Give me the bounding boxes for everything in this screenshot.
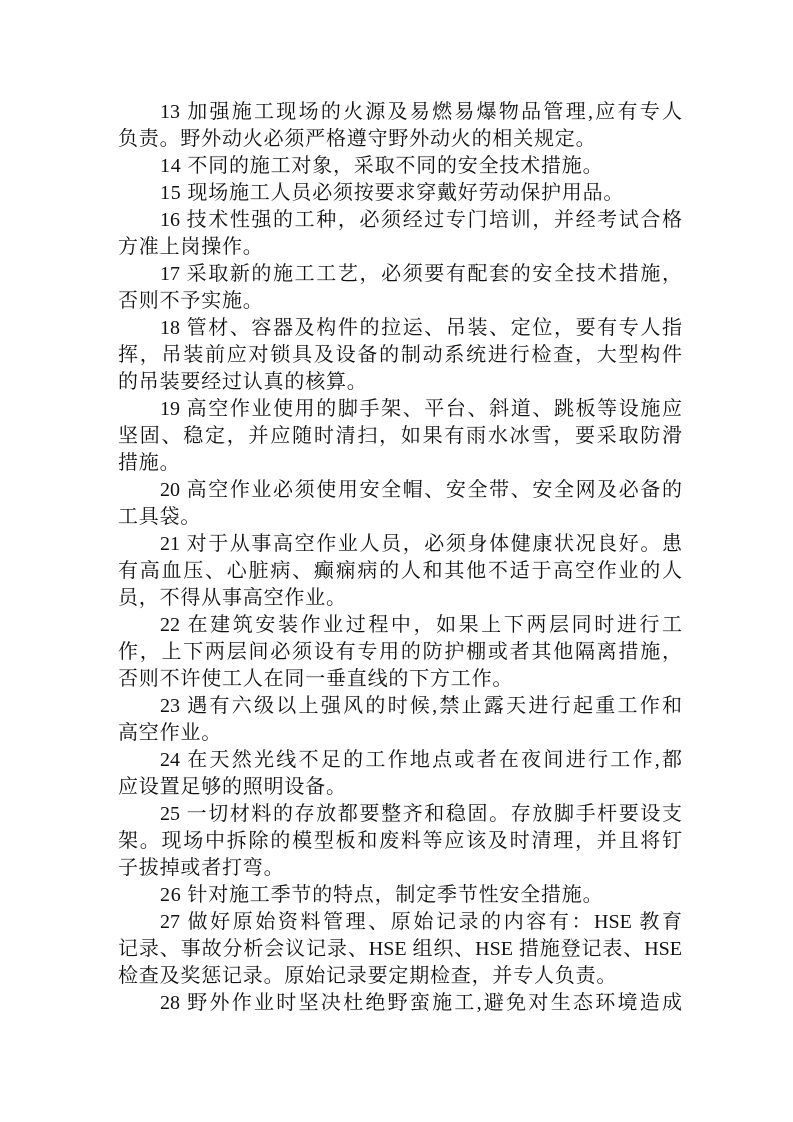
paragraph — [118, 612, 682, 693]
paragraph — [118, 909, 682, 990]
text-line: 26 针对施工季节的特点，制定季节性安全措施。 — [160, 884, 604, 906]
text-line: 否则不予实施。 — [118, 290, 264, 312]
text-line: 应设置足够的照明设备。 — [118, 776, 347, 798]
paragraph — [118, 180, 682, 207]
paragraph — [118, 261, 682, 315]
text-line: 有高血压、心脏病、癫痫病的人和其他不适于高空作业的人 — [118, 560, 682, 582]
text-line: 负责。野外动火必须严格遵守野外动火的相关规定。 — [118, 128, 597, 150]
text-line: 工具袋。 — [118, 506, 202, 528]
text-line: 14 不同的施工对象，采取不同的安全技术措施。 — [160, 155, 604, 177]
paragraph — [118, 747, 682, 801]
text-line: 作，上下两层间必须设有专用的防护棚或者其他隔离措施， — [118, 641, 682, 663]
text-line: 方准上岗操作。 — [118, 236, 264, 258]
paragraph — [118, 693, 682, 747]
paragraph — [118, 882, 682, 909]
paragraph — [118, 153, 682, 180]
text-line: 17 采取新的施工工艺，必须要有配套的安全技术措施， — [160, 263, 682, 285]
text-line: 架。现场中拆除的模型板和废料等应该及时清理，并且将钉 — [118, 830, 682, 852]
text-line: 检查及奖惩记录。原始记录要定期检查，并专人负责。 — [118, 965, 618, 987]
text-line: 18 管材、容器及构件的拉运、吊装、定位，要有专人指 — [160, 317, 682, 339]
text-line: 坚固、稳定，并应随时清扫，如果有雨水冰雪，要采取防滑 — [118, 425, 682, 447]
text-line: 挥，吊装前应对锁具及设备的制动系统进行检查，大型构件 — [118, 344, 682, 366]
text-line: 25 一切材料的存放都要整齐和稳固。存放脚手杆要设支 — [160, 803, 682, 825]
text-line: 23 遇有六级以上强风的时候,禁止露天进行起重工作和 — [160, 695, 682, 717]
text-line: 13 加强施工现场的火源及易燃易爆物品管理,应有专人 — [160, 101, 682, 123]
text-line: 的吊装要经过认真的核算。 — [118, 371, 368, 393]
text-line: 27 做好原始资料管理、原始记录的内容有：HSE 教育 — [160, 911, 682, 933]
text-line: 28 野外作业时坚决杜绝野蛮施工,避免对生态环境造成 — [160, 992, 682, 1014]
paragraph — [118, 207, 682, 261]
paragraph — [118, 990, 682, 1017]
paragraph — [118, 477, 682, 531]
text-line: 员，不得从事高空作业。 — [118, 587, 347, 609]
text-line: 19 高空作业使用的脚手架、平台、斜道、跳板等设施应 — [160, 398, 682, 420]
text-line: 24 在天然光线不足的工作地点或者在夜间进行工作,都 — [160, 749, 682, 771]
paragraph — [118, 99, 682, 153]
text-line: 15 现场施工人员必须按要求穿戴好劳动保护用品。 — [160, 182, 625, 204]
text-line: 措施。 — [118, 452, 181, 474]
text-line: 16 技术性强的工种，必须经过专门培训，并经考试合格 — [160, 209, 682, 231]
paragraph — [118, 801, 682, 882]
text-line: 记录、事故分析会议记录、HSE 组织、HSE 措施登记表、HSE — [118, 938, 682, 960]
text-line: 22 在建筑安装作业过程中，如果上下两层同时进行工 — [160, 614, 682, 636]
text-line: 否则不许使工人在同一垂直线的下方工作。 — [118, 668, 514, 690]
text-line: 20 高空作业必须使用安全帽、安全带、安全网及必备的 — [160, 479, 682, 501]
text-line: 高空作业。 — [118, 722, 222, 744]
paragraph — [118, 396, 682, 477]
paragraph — [118, 531, 682, 612]
paragraph — [118, 315, 682, 396]
text-line: 21 对于从事高空作业人员，必须身体健康状况良好。患 — [160, 533, 682, 555]
document-page — [118, 99, 682, 1017]
text-line: 子拔掉或者打弯。 — [118, 857, 285, 879]
